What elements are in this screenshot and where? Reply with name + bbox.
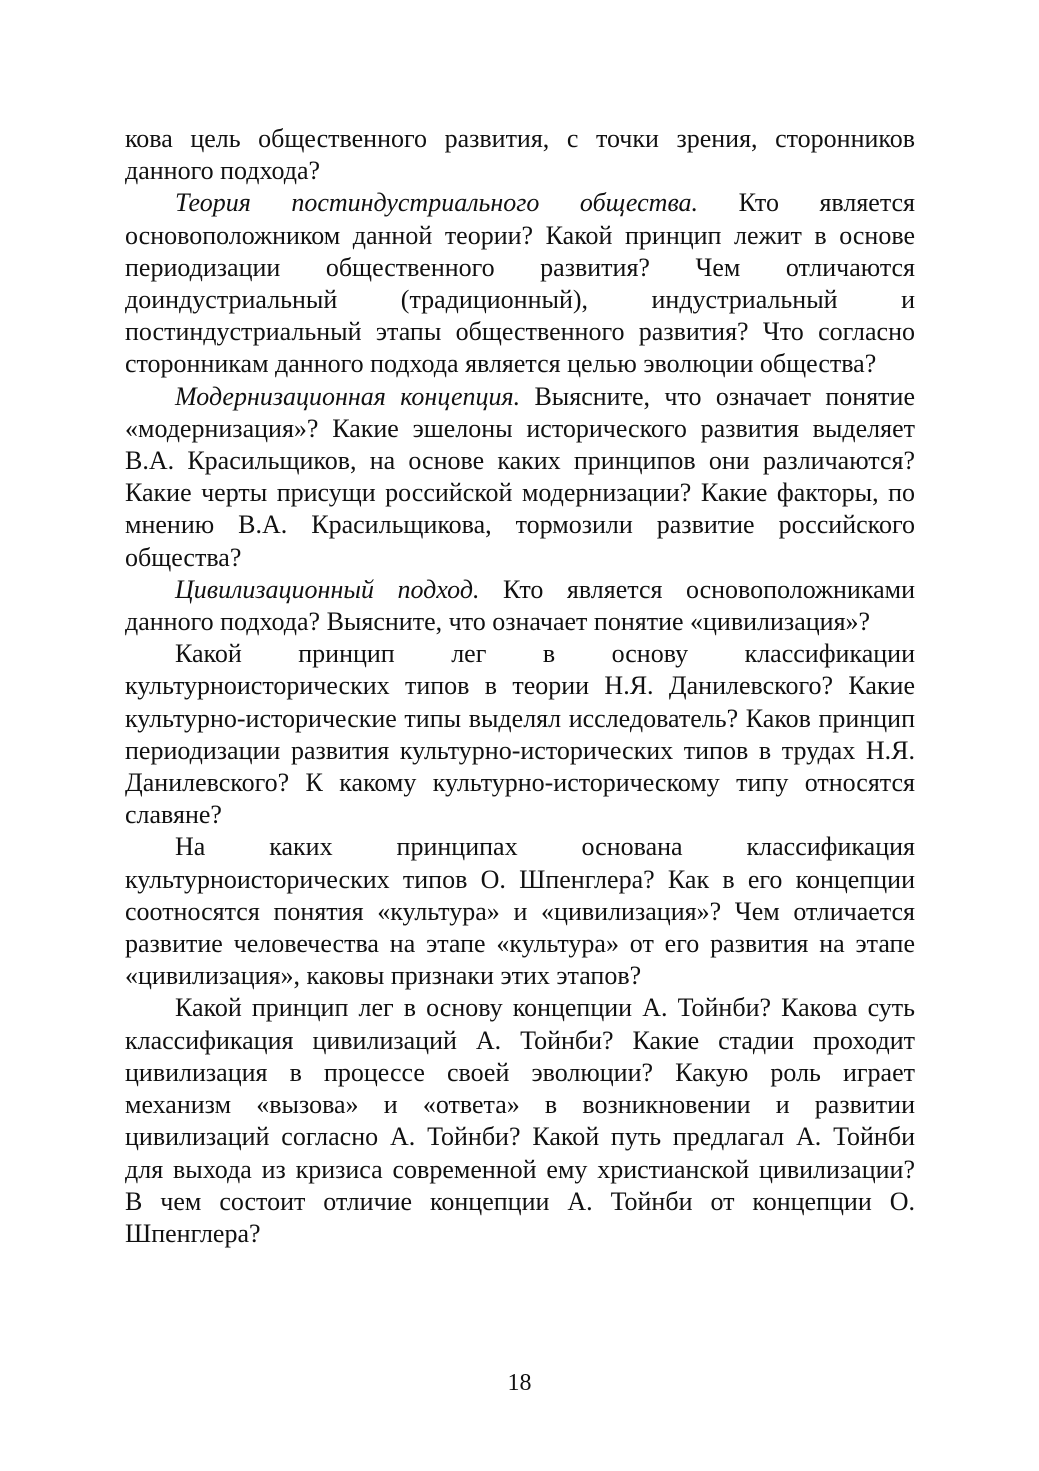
paragraph-text: На каких принципах основана классификация культурноисторических типов О. Шпенглера? Как в его концепции соотносятся понятия «культура» и «цивилизация»? Чем отличается развитие человечества на этапе «культура» от его развития на этапе «цивилизация», каковы признаки этих этапов? — [125, 832, 915, 991]
paragraph-civilizational-approach — [125, 574, 915, 638]
paragraph-toynbee — [125, 992, 915, 1250]
paragraph-lead-heading: Теория постиндустриального общества. — [175, 188, 699, 218]
paragraph-text: кова цель общественного развития, с точки зрения, сторонников данного подхода? — [125, 124, 915, 186]
paragraph-modernization-concept — [125, 381, 915, 574]
paragraph-text: Какой принцип лег в основу классификации культурноисторических типов в теории Н.Я. Данилевского? Какие культурно-исторические типы выделял исследователь? Каков принцип периодизации развития культурно-исторических типов в трудах Н.Я. Данилевского? К какому культурно-историческому типу относятся славяне? — [125, 639, 915, 830]
paragraph-continued — [125, 123, 915, 187]
paragraph-lead-heading: Модернизационная концепция. — [175, 381, 521, 411]
page-number: 18 — [507, 1370, 532, 1396]
paragraph-danilevsky — [125, 638, 915, 831]
paragraph-text: Выясните, что означает понятие «модернизация»? Какие эшелоны исторического развития выделяет В.А. Красильщиков, на основе каких принципов они различаются? Какие черты присущи российской модернизации? Какие факторы, по мнению В.А. Красильщикова, тормозили развитие российского общества? — [125, 381, 915, 572]
paragraph-text: Какой принцип лег в основу концепции А. Тойнби? Какова суть классификация цивилизаций А. Тойнби? Какие стадии проходит цивилизация в процессе своей эволюции? Какую роль играет механизм «вызова» и «ответа» в возникновении и развитии цивилизаций согласно А. Тойнби? Какой путь предлагал А. Тойнби для выхода из кризиса современной ему христианской цивилизации? В чем состоит отличие концепции А. Тойнби от концепции О. Шпенглера? — [125, 993, 915, 1248]
paragraph-text: Кто является основоположниками данного подхода? Выясните, что означает понятие «цивилизация»? — [125, 574, 915, 637]
page-body — [125, 123, 915, 1250]
paragraph-text: Кто является основоположником данной теории? Какой принцип лежит в основе периодизации общественного развития? Чем отличаются доиндустриальный (традиционный), индустриальный и постиндустриальный этапы общественного развития? Что согласно сторонникам данного подхода является целью эволюции общества? — [125, 188, 916, 379]
paragraph-postindustrial-theory — [125, 187, 915, 380]
paragraph-lead-heading: Цивилизационный подход. — [175, 574, 480, 604]
paragraph-spengler — [125, 831, 915, 992]
